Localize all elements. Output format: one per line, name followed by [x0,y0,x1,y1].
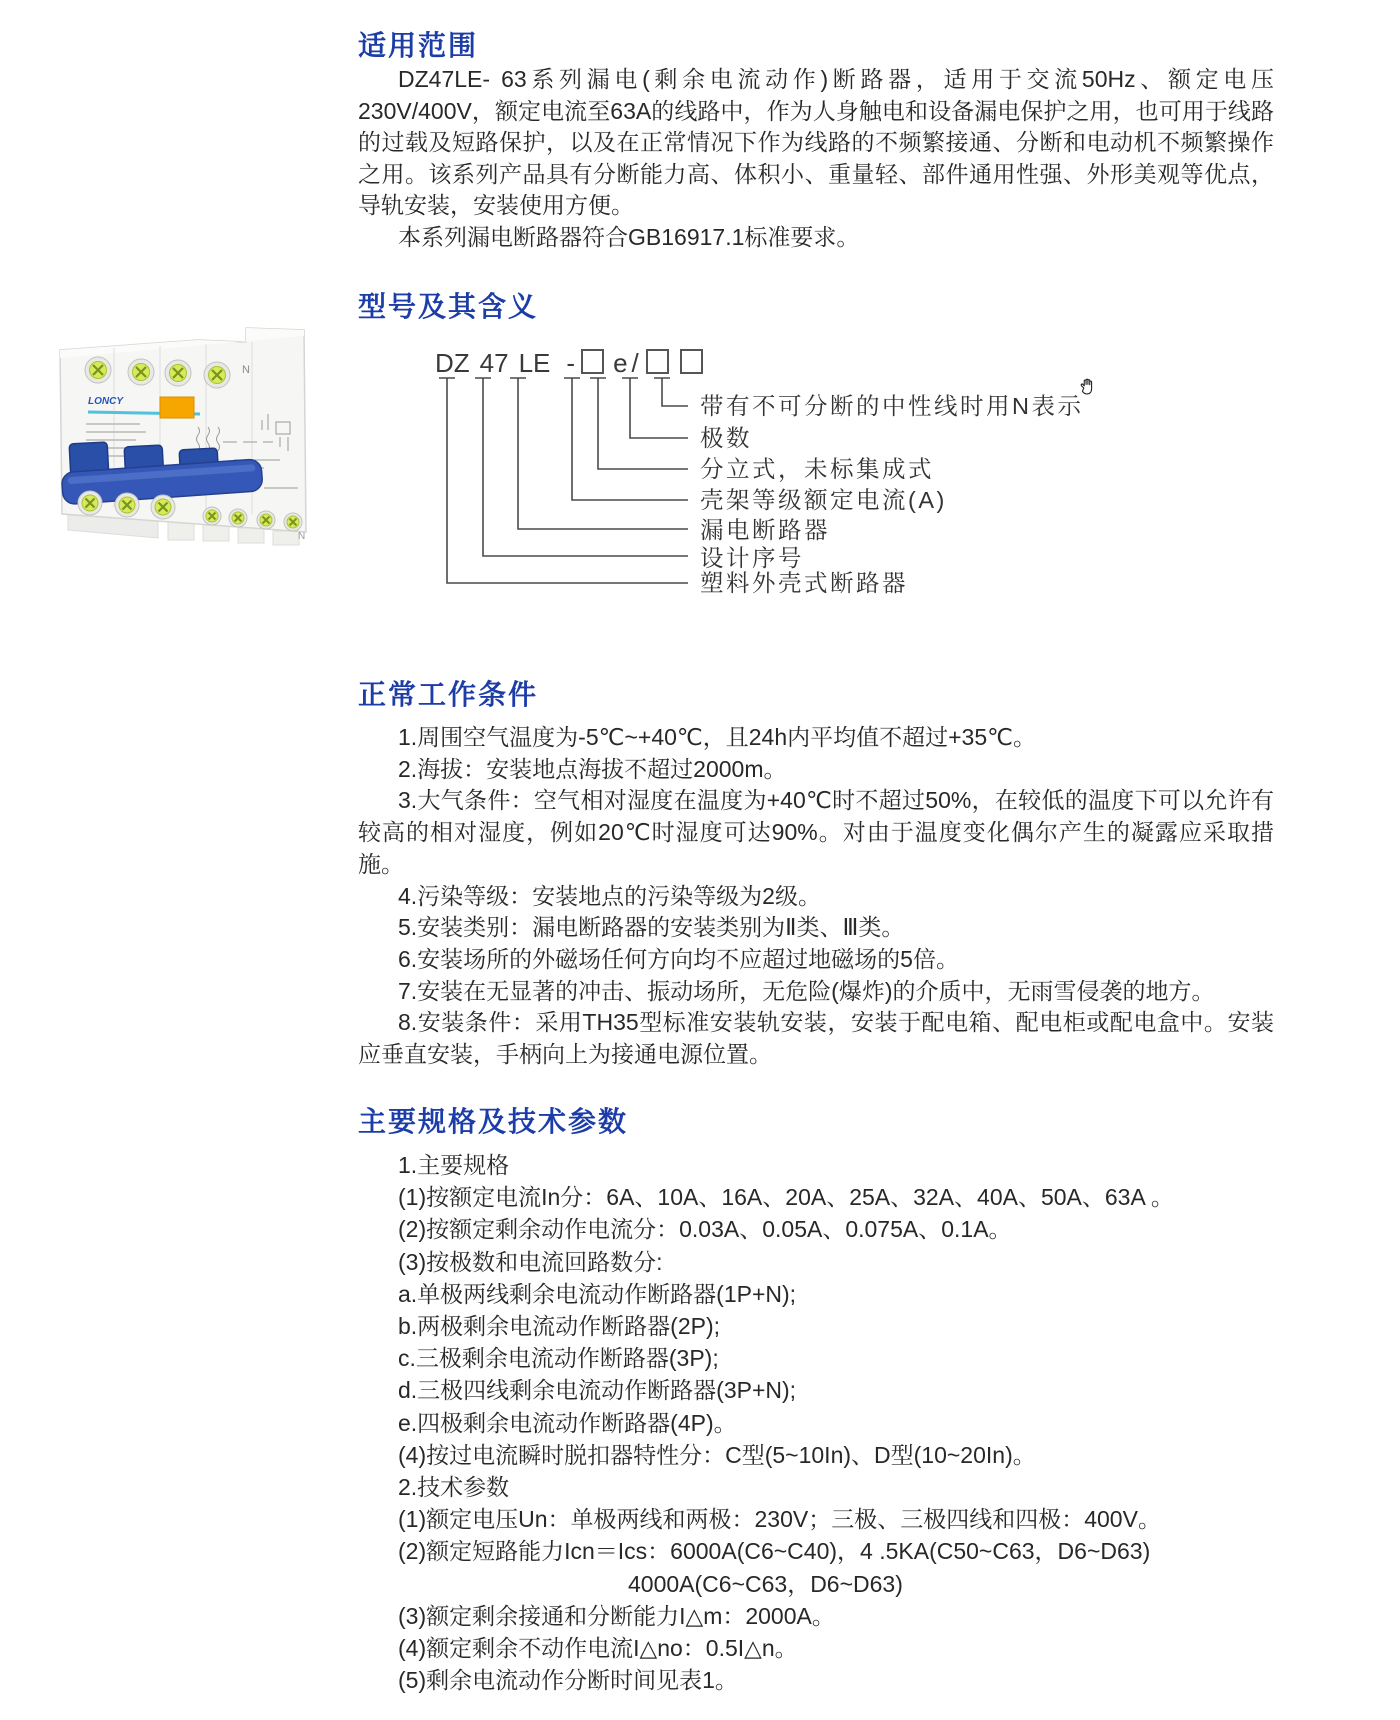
code-part-dz: DZ [435,348,470,378]
spec-line: (3)按极数和电流回路数分: [398,1248,663,1275]
hand-cursor-icon [1076,377,1098,399]
model-label-rccb: 漏电断路器 [700,517,830,543]
model-label-design-serial: 设计序号 [700,545,804,571]
spec-line: 1.主要规格 [398,1152,510,1178]
specs-list [398,1149,1358,1696]
spec-line: (2)额定短路能力Icn＝Ics：6000A(C6~C40)，4 .5KA(C50~C63，D6~D63) [398,1538,1151,1565]
spec-line: c.三极剩余电流动作断路器(3P); [398,1345,719,1372]
section-title-specs: 主要规格及技术参数 [358,1106,629,1137]
code-part-e: e [613,348,628,378]
condition-item: 5.安装类别：漏电断路器的安装类别为Ⅱ类、Ⅲ类。 [398,914,905,941]
spec-line: e.四极剩余电流动作断路器(4P)。 [398,1409,737,1436]
condition-item: 7.安装在无显著的冲击、振动场所，无危险(爆炸)的介质中，无雨雪侵袭的地方。 [398,977,1215,1004]
spec-line: (4)额定剩余不动作电流I△no：0.5I△n。 [398,1635,798,1662]
spec-line-continuation: 4000A(C6~C63，D6~D63) [628,1570,903,1597]
spec-line: d.三极四线剩余电流动作断路器(3P+N); [398,1377,797,1404]
code-part-dash: - [566,348,576,378]
code-part-le: LE [518,348,551,378]
condition-item: 8.安装条件：采用TH35型标准安装轨安装，安装于配电箱、配电柜或配电盒中。安装应垂直安装，手柄向上为接通电源位置。 [358,1009,1274,1068]
spec-line: (1)额定电压Un：单极两线和两极：230V；三极、三极四线和四极：400V。 [398,1506,1161,1533]
model-meaning-diagram [380,340,1140,620]
model-label-discrete: 分立式，未标集成式 [700,456,934,482]
model-label-neutral: 带有不可分断的中性线时用N表示 [700,393,1084,419]
conditions-list [358,722,1274,1071]
spec-line: b.两极剩余电流动作断路器(2P); [398,1313,721,1340]
scope-paragraphs [358,64,1274,254]
model-label-poles: 极数 [700,425,752,451]
spec-line: (3)额定剩余接通和分断能力I△m：2000A。 [398,1602,835,1629]
condition-item: 6.安装场所的外磁场任何方向均不应超过地磁场的5倍。 [398,945,959,972]
spec-line: 2.技术参数 [398,1474,510,1501]
spec-line: (2)按额定剩余动作电流分：0.03A、0.05A、0.075A、0.1A。 [398,1216,1012,1243]
section-title-scope: 适用范围 [358,30,479,61]
code-part-47: 47 [479,348,509,378]
product-n-label-top: N [242,364,250,376]
spec-line: (5)剩余电流动作分断时间见表1。 [398,1667,738,1694]
condition-item: 3.大气条件：空气相对湿度在温度为+40℃时不超过50%，在较低的温度下可以允许有较高的相对湿度，例如20℃时湿度可达90%。对由于温度变化偶尔产生的凝露应采取措施。 [358,787,1274,877]
spec-line: a.单极两线剩余电流动作断路器(1P+N); [398,1280,797,1307]
product-brand-text: LONCY [88,396,123,407]
spec-line: (1)按额定电流In分：6A、10A、16A、20A、25A、32A、40A、50A、63A 。 [398,1184,1174,1211]
section-title-conditions: 正常工作条件 [358,679,539,710]
condition-item: 4.污染等级：安装地点的污染等级为2级。 [398,882,821,909]
scope-paragraph-2: 本系列漏电断路器符合GB16917.1标准要求。 [398,223,860,250]
scope-paragraph-1: DZ47LE- 63系列漏电(剩余电流动作)断路器，适用于交流50Hz、额定电压230V/400V，额定电流至63A的线路中，作为人身触电和设备漏电保护之用，也可用于线路的过载及短路保护，以及在正常情况下作为线路的不频繁接通、分断和电动机不频繁操作之用。该系列产品具有分断能力高、体积小、重量轻、部件通用性强、外形美观等优点，导轨安装，安装使用方便。 [358,66,1274,219]
code-part-slash: / [631,348,639,378]
circuit-breaker-illustration [48,302,318,552]
section-title-model: 型号及其含义 [358,291,539,322]
condition-item: 1.周围空气温度为-5℃~+40℃，且24h内平均值不超过+35℃。 [398,724,1036,750]
model-label-frame-current: 壳架等级额定电流(A) [700,487,947,513]
product-image [48,302,318,552]
condition-item: 2.海拔：安装地点海拔不超过2000m。 [398,755,787,782]
spec-line: (4)按过电流瞬时脱扣器特性分：C型(5~10In)、D型(10~20In)。 [398,1441,1036,1468]
product-n-label-bottom: N [298,531,306,542]
model-label-mccb: 塑料外壳式断路器 [700,570,908,596]
